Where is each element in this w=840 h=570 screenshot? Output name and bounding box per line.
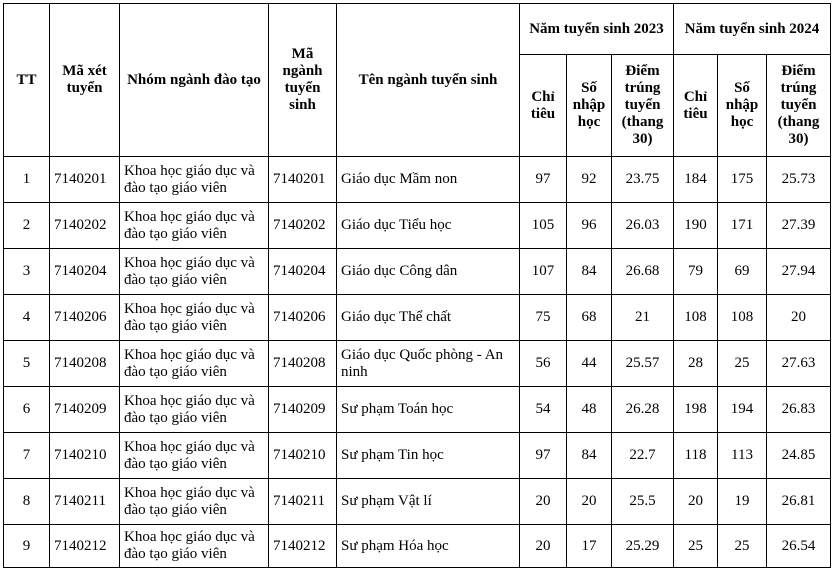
cell-tt: 7 <box>4 433 50 479</box>
cell-so-nhap-hoc-2023: 17 <box>567 525 612 568</box>
cell-diem-2023: 26.03 <box>612 203 674 249</box>
cell-so-nhap-hoc-2023: 20 <box>567 479 612 525</box>
cell-chi-tieu-2023: 20 <box>520 525 567 568</box>
cell-diem-2024: 20 <box>767 295 831 341</box>
table-row <box>4 387 831 433</box>
cell-chi-tieu-2024: 118 <box>674 433 718 479</box>
cell-chi-tieu-2023: 97 <box>520 157 567 203</box>
cell-chi-tieu-2023: 20 <box>520 479 567 525</box>
cell-ma-nganh: 7140209 <box>269 387 337 433</box>
cell-ten-nganh: Sư phạm Tin học <box>337 433 520 479</box>
table-row <box>4 525 831 568</box>
cell-tt: 5 <box>4 341 50 387</box>
cell-ma-xet-tuyen: 7140212 <box>50 525 120 568</box>
cell-chi-tieu-2023: 97 <box>520 433 567 479</box>
cell-chi-tieu-2024: 198 <box>674 387 718 433</box>
cell-tt: 4 <box>4 295 50 341</box>
cell-chi-tieu-2023: 105 <box>520 203 567 249</box>
cell-chi-tieu-2023: 54 <box>520 387 567 433</box>
header-diem-2023: Điểm trúng tuyển (thang 30) <box>612 55 674 157</box>
cell-nhom-nganh: Khoa học giáo dục và đào tạo giáo viên <box>120 433 269 479</box>
cell-so-nhap-hoc-2023: 44 <box>567 341 612 387</box>
header-ma-nganh: Mã ngành tuyển sinh <box>269 4 337 157</box>
cell-chi-tieu-2024: 184 <box>674 157 718 203</box>
cell-ten-nganh: Sư phạm Vật lí <box>337 479 520 525</box>
table-body <box>4 157 831 568</box>
cell-so-nhap-hoc-2024: 25 <box>718 525 767 568</box>
cell-ma-nganh: 7140211 <box>269 479 337 525</box>
cell-ten-nganh: Sư phạm Hóa học <box>337 525 520 568</box>
table-row <box>4 249 831 295</box>
cell-so-nhap-hoc-2024: 194 <box>718 387 767 433</box>
cell-so-nhap-hoc-2024: 175 <box>718 157 767 203</box>
table-row <box>4 157 831 203</box>
cell-chi-tieu-2024: 108 <box>674 295 718 341</box>
cell-diem-2024: 24.85 <box>767 433 831 479</box>
cell-diem-2023: 26.28 <box>612 387 674 433</box>
cell-tt: 8 <box>4 479 50 525</box>
cell-so-nhap-hoc-2024: 108 <box>718 295 767 341</box>
header-diem-2024: Điểm trúng tuyển (thang 30) <box>767 55 831 157</box>
header-chi-tieu-2023: Chỉ tiêu <box>520 55 567 157</box>
header-year-2023: Năm tuyển sinh 2023 <box>520 4 674 55</box>
cell-so-nhap-hoc-2024: 69 <box>718 249 767 295</box>
cell-so-nhap-hoc-2024: 171 <box>718 203 767 249</box>
cell-chi-tieu-2024: 190 <box>674 203 718 249</box>
admissions-table <box>3 3 831 568</box>
cell-diem-2024: 25.73 <box>767 157 831 203</box>
table-row <box>4 479 831 525</box>
cell-diem-2024: 27.63 <box>767 341 831 387</box>
cell-ma-xet-tuyen: 7140211 <box>50 479 120 525</box>
cell-ten-nganh: Giáo dục Thể chất <box>337 295 520 341</box>
cell-nhom-nganh: Khoa học giáo dục và đào tạo giáo viên <box>120 249 269 295</box>
cell-so-nhap-hoc-2023: 96 <box>567 203 612 249</box>
cell-diem-2024: 26.54 <box>767 525 831 568</box>
header-so-nhap-hoc-2024: Số nhập học <box>718 55 767 157</box>
cell-diem-2024: 26.81 <box>767 479 831 525</box>
header-year-2024: Năm tuyển sinh 2024 <box>674 4 831 55</box>
header-nhom-nganh: Nhóm ngành đào tạo <box>120 4 269 157</box>
cell-diem-2023: 22.7 <box>612 433 674 479</box>
cell-ma-nganh: 7140201 <box>269 157 337 203</box>
cell-so-nhap-hoc-2024: 113 <box>718 433 767 479</box>
cell-chi-tieu-2023: 56 <box>520 341 567 387</box>
cell-nhom-nganh: Khoa học giáo dục và đào tạo giáo viên <box>120 479 269 525</box>
cell-ten-nganh: Giáo dục Công dân <box>337 249 520 295</box>
cell-diem-2023: 25.5 <box>612 479 674 525</box>
cell-tt: 1 <box>4 157 50 203</box>
cell-so-nhap-hoc-2023: 48 <box>567 387 612 433</box>
cell-ma-nganh: 7140208 <box>269 341 337 387</box>
cell-ten-nganh: Giáo dục Quốc phòng - An ninh <box>337 341 520 387</box>
cell-ma-nganh: 7140210 <box>269 433 337 479</box>
cell-nhom-nganh: Khoa học giáo dục và đào tạo giáo viên <box>120 525 269 568</box>
header-chi-tieu-2024: Chỉ tiêu <box>674 55 718 157</box>
cell-ma-xet-tuyen: 7140202 <box>50 203 120 249</box>
table-row <box>4 433 831 479</box>
cell-tt: 9 <box>4 525 50 568</box>
cell-ten-nganh: Sư phạm Toán học <box>337 387 520 433</box>
cell-diem-2023: 25.57 <box>612 341 674 387</box>
cell-ma-nganh: 7140206 <box>269 295 337 341</box>
cell-so-nhap-hoc-2023: 84 <box>567 433 612 479</box>
cell-tt: 3 <box>4 249 50 295</box>
cell-chi-tieu-2023: 75 <box>520 295 567 341</box>
cell-ma-xet-tuyen: 7140204 <box>50 249 120 295</box>
cell-diem-2024: 27.39 <box>767 203 831 249</box>
cell-chi-tieu-2024: 28 <box>674 341 718 387</box>
cell-nhom-nganh: Khoa học giáo dục và đào tạo giáo viên <box>120 203 269 249</box>
cell-nhom-nganh: Khoa học giáo dục và đào tạo giáo viên <box>120 157 269 203</box>
cell-diem-2023: 25.29 <box>612 525 674 568</box>
table-row <box>4 341 831 387</box>
cell-nhom-nganh: Khoa học giáo dục và đào tạo giáo viên <box>120 387 269 433</box>
header-row-group <box>4 4 831 55</box>
cell-chi-tieu-2024: 79 <box>674 249 718 295</box>
cell-diem-2024: 27.94 <box>767 249 831 295</box>
table-row <box>4 295 831 341</box>
cell-ten-nganh: Giáo dục Tiểu học <box>337 203 520 249</box>
cell-ma-xet-tuyen: 7140209 <box>50 387 120 433</box>
cell-tt: 2 <box>4 203 50 249</box>
cell-diem-2023: 26.68 <box>612 249 674 295</box>
cell-diem-2024: 26.83 <box>767 387 831 433</box>
cell-nhom-nganh: Khoa học giáo dục và đào tạo giáo viên <box>120 341 269 387</box>
cell-so-nhap-hoc-2023: 68 <box>567 295 612 341</box>
cell-ma-nganh: 7140212 <box>269 525 337 568</box>
table-row <box>4 203 831 249</box>
cell-so-nhap-hoc-2024: 19 <box>718 479 767 525</box>
cell-so-nhap-hoc-2024: 25 <box>718 341 767 387</box>
cell-ma-nganh: 7140204 <box>269 249 337 295</box>
header-so-nhap-hoc-2023: Số nhập học <box>567 55 612 157</box>
cell-nhom-nganh: Khoa học giáo dục và đào tạo giáo viên <box>120 295 269 341</box>
header-ma-xet-tuyen: Mã xét tuyển <box>50 4 120 157</box>
cell-diem-2023: 21 <box>612 295 674 341</box>
cell-ma-xet-tuyen: 7140206 <box>50 295 120 341</box>
header-ten-nganh: Tên ngành tuyển sinh <box>337 4 520 157</box>
header-tt: TT <box>4 4 50 157</box>
cell-so-nhap-hoc-2023: 92 <box>567 157 612 203</box>
cell-ma-xet-tuyen: 7140208 <box>50 341 120 387</box>
cell-ma-nganh: 7140202 <box>269 203 337 249</box>
cell-chi-tieu-2023: 107 <box>520 249 567 295</box>
cell-chi-tieu-2024: 20 <box>674 479 718 525</box>
cell-tt: 6 <box>4 387 50 433</box>
cell-chi-tieu-2024: 25 <box>674 525 718 568</box>
cell-diem-2023: 23.75 <box>612 157 674 203</box>
cell-so-nhap-hoc-2023: 84 <box>567 249 612 295</box>
cell-ma-xet-tuyen: 7140210 <box>50 433 120 479</box>
cell-ten-nganh: Giáo dục Mầm non <box>337 157 520 203</box>
cell-ma-xet-tuyen: 7140201 <box>50 157 120 203</box>
